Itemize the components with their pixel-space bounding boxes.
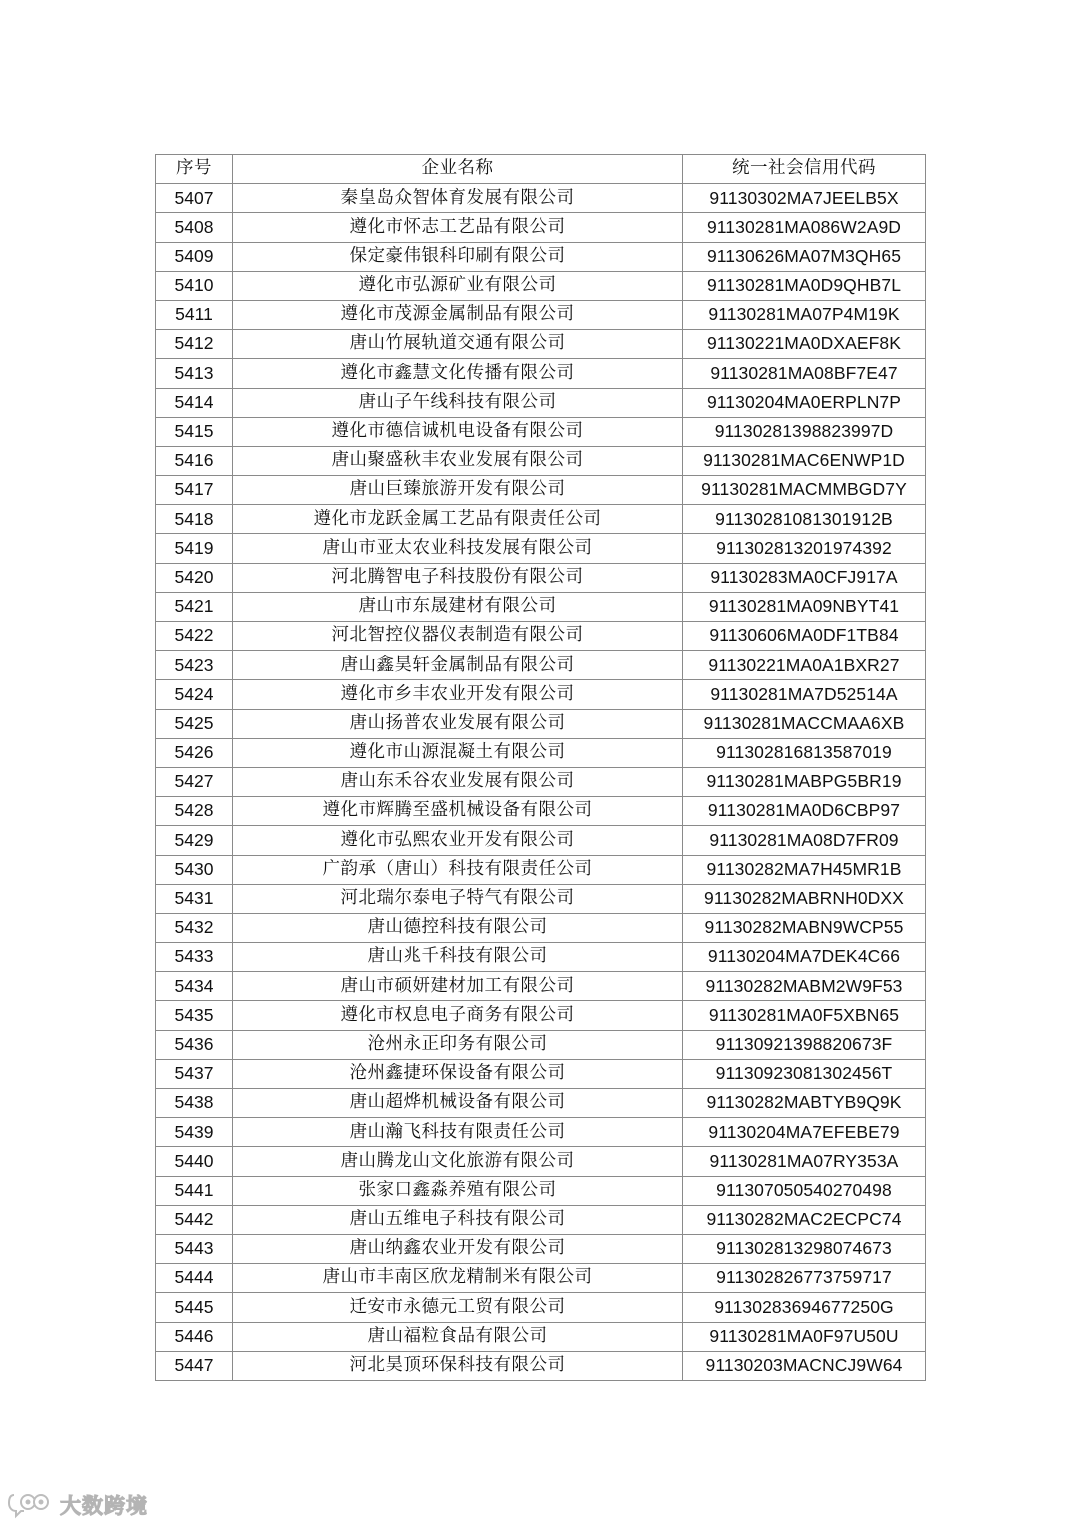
serial-number-cell: 5444 xyxy=(156,1264,233,1293)
credit-code-cell: 91130204MA7DEK4C66 xyxy=(683,943,926,972)
credit-code-cell: 91130204MA0ERPLN7P xyxy=(683,388,926,417)
table-row xyxy=(156,1118,926,1147)
serial-number-cell: 5411 xyxy=(156,300,233,329)
watermark-text: 大数跨境 xyxy=(60,1494,148,1518)
serial-number-cell: 5429 xyxy=(156,826,233,855)
company-name-cell: 河北昊顶环保科技有限公司 xyxy=(233,1351,683,1380)
company-name-cell: 唐山东禾谷农业发展有限公司 xyxy=(233,767,683,796)
company-name-cell: 遵化市鑫慧文化传播有限公司 xyxy=(233,359,683,388)
header-company-name: 企业名称 xyxy=(233,155,683,184)
credit-code-cell: 91130282MABM2W9F53 xyxy=(683,972,926,1001)
serial-number-cell: 5417 xyxy=(156,476,233,505)
enterprise-table xyxy=(155,154,926,1381)
serial-number-cell: 5426 xyxy=(156,738,233,767)
company-name-cell: 张家口鑫淼养殖有限公司 xyxy=(233,1176,683,1205)
serial-number-cell: 5408 xyxy=(156,213,233,242)
company-name-cell: 唐山瀚飞科技有限责任公司 xyxy=(233,1118,683,1147)
header-credit-code: 统一社会信用代码 xyxy=(683,155,926,184)
credit-code-cell: 91130302MA7JEELB5X xyxy=(683,184,926,213)
table-row xyxy=(156,1205,926,1234)
table-row xyxy=(156,1001,926,1030)
company-name-cell: 遵化市怀志工艺品有限公司 xyxy=(233,213,683,242)
company-name-cell: 唐山市丰南区欣龙精制米有限公司 xyxy=(233,1264,683,1293)
credit-code-cell: 91130281398823997D xyxy=(683,417,926,446)
table-body xyxy=(156,184,926,1381)
table-row xyxy=(156,1176,926,1205)
table-row xyxy=(156,505,926,534)
company-name-cell: 迁安市永德元工贸有限公司 xyxy=(233,1293,683,1322)
table-row xyxy=(156,943,926,972)
watermark xyxy=(8,1490,148,1520)
serial-number-cell: 5413 xyxy=(156,359,233,388)
table-row xyxy=(156,651,926,680)
table-row xyxy=(156,592,926,621)
company-name-cell: 遵化市辉腾至盛机械设备有限公司 xyxy=(233,797,683,826)
serial-number-cell: 5415 xyxy=(156,417,233,446)
table-row xyxy=(156,359,926,388)
credit-code-cell: 91130283MA0CFJ917A xyxy=(683,563,926,592)
serial-number-cell: 5439 xyxy=(156,1118,233,1147)
company-name-cell: 唐山聚盛秋丰农业发展有限公司 xyxy=(233,446,683,475)
credit-code-cell: 91130281MA086W2A9D xyxy=(683,213,926,242)
company-name-cell: 遵化市茂源金属制品有限公司 xyxy=(233,300,683,329)
company-name-cell: 唐山腾龙山文化旅游有限公司 xyxy=(233,1147,683,1176)
serial-number-cell: 5416 xyxy=(156,446,233,475)
credit-code-cell: 91130281MA0D6CBP97 xyxy=(683,797,926,826)
serial-number-cell: 5431 xyxy=(156,884,233,913)
company-name-cell: 沧州鑫捷环保设备有限公司 xyxy=(233,1059,683,1088)
credit-code-cell: 91130282MAC2ECPC74 xyxy=(683,1205,926,1234)
serial-number-cell: 5443 xyxy=(156,1234,233,1263)
credit-code-cell: 91130281MA08D7FR09 xyxy=(683,826,926,855)
serial-number-cell: 5422 xyxy=(156,622,233,651)
serial-number-cell: 5440 xyxy=(156,1147,233,1176)
credit-code-cell: 911302826773759717 xyxy=(683,1264,926,1293)
table-row xyxy=(156,1059,926,1088)
credit-code-cell: 91130281MAC6ENWP1D xyxy=(683,446,926,475)
credit-code-cell: 91130281MA09NBYT41 xyxy=(683,592,926,621)
table-row xyxy=(156,388,926,417)
table-row xyxy=(156,1089,926,1118)
company-name-cell: 唐山福粒食品有限公司 xyxy=(233,1322,683,1351)
table-row xyxy=(156,972,926,1001)
credit-code-cell: 91130281MA07P4M19K xyxy=(683,300,926,329)
credit-code-cell: 91130204MA7EFEBE79 xyxy=(683,1118,926,1147)
company-name-cell: 唐山市亚太农业科技发展有限公司 xyxy=(233,534,683,563)
header-serial-number: 序号 xyxy=(156,155,233,184)
company-name-cell: 唐山兆千科技有限公司 xyxy=(233,943,683,972)
serial-number-cell: 5424 xyxy=(156,680,233,709)
serial-number-cell: 5427 xyxy=(156,767,233,796)
company-name-cell: 遵化市权息电子商务有限公司 xyxy=(233,1001,683,1030)
serial-number-cell: 5446 xyxy=(156,1322,233,1351)
credit-code-cell: 91130281MACCMAA6XB xyxy=(683,709,926,738)
serial-number-cell: 5420 xyxy=(156,563,233,592)
serial-number-cell: 5434 xyxy=(156,972,233,1001)
table-row xyxy=(156,1030,926,1059)
table-row xyxy=(156,1293,926,1322)
company-name-cell: 唐山竹展轨道交通有限公司 xyxy=(233,330,683,359)
company-name-cell: 遵化市弘源矿业有限公司 xyxy=(233,271,683,300)
table-row xyxy=(156,855,926,884)
company-name-cell: 广韵承（唐山）科技有限责任公司 xyxy=(233,855,683,884)
serial-number-cell: 5430 xyxy=(156,855,233,884)
table-row xyxy=(156,913,926,942)
company-name-cell: 秦皇岛众智体育发展有限公司 xyxy=(233,184,683,213)
credit-code-cell: 91130282MABN9WCP55 xyxy=(683,913,926,942)
table-row xyxy=(156,300,926,329)
table-row xyxy=(156,1351,926,1380)
table-row xyxy=(156,826,926,855)
credit-code-cell: 91130281MA7D52514A xyxy=(683,680,926,709)
header-row xyxy=(156,155,926,184)
serial-number-cell: 5437 xyxy=(156,1059,233,1088)
credit-code-cell: 91130221MA0DXAEF8K xyxy=(683,330,926,359)
speech-bubble-logo-icon xyxy=(8,1491,54,1519)
serial-number-cell: 5428 xyxy=(156,797,233,826)
credit-code-cell: 91130281MABPG5BR19 xyxy=(683,767,926,796)
credit-code-cell: 91130606MA0DF1TB84 xyxy=(683,622,926,651)
credit-code-cell: 911302813201974392 xyxy=(683,534,926,563)
table-row xyxy=(156,680,926,709)
serial-number-cell: 5421 xyxy=(156,592,233,621)
table-row xyxy=(156,271,926,300)
serial-number-cell: 5423 xyxy=(156,651,233,680)
credit-code-cell: 91130281081301912B xyxy=(683,505,926,534)
table-row xyxy=(156,1322,926,1351)
company-name-cell: 遵化市山源混凝土有限公司 xyxy=(233,738,683,767)
company-name-cell: 唐山纳鑫农业开发有限公司 xyxy=(233,1234,683,1263)
serial-number-cell: 5419 xyxy=(156,534,233,563)
company-name-cell: 唐山市硕妍建材加工有限公司 xyxy=(233,972,683,1001)
serial-number-cell: 5410 xyxy=(156,271,233,300)
credit-code-cell: 91130283694677250G xyxy=(683,1293,926,1322)
serial-number-cell: 5438 xyxy=(156,1089,233,1118)
company-name-cell: 沧州永正印务有限公司 xyxy=(233,1030,683,1059)
table-row xyxy=(156,213,926,242)
serial-number-cell: 5442 xyxy=(156,1205,233,1234)
company-name-cell: 河北腾智电子科技股份有限公司 xyxy=(233,563,683,592)
table-row xyxy=(156,797,926,826)
company-name-cell: 遵化市乡丰农业开发有限公司 xyxy=(233,680,683,709)
company-name-cell: 河北瑞尔泰电子特气有限公司 xyxy=(233,884,683,913)
table-row xyxy=(156,738,926,767)
credit-code-cell: 91130281MA08BF7E47 xyxy=(683,359,926,388)
table-row xyxy=(156,1264,926,1293)
company-name-cell: 遵化市德信诚机电设备有限公司 xyxy=(233,417,683,446)
serial-number-cell: 5432 xyxy=(156,913,233,942)
credit-code-cell: 91130221MA0A1BXR27 xyxy=(683,651,926,680)
serial-number-cell: 5418 xyxy=(156,505,233,534)
table-row xyxy=(156,622,926,651)
table-row xyxy=(156,446,926,475)
credit-code-cell: 91130626MA07M3QH65 xyxy=(683,242,926,271)
credit-code-cell: 91130282MABRNH0DXX xyxy=(683,884,926,913)
serial-number-cell: 5447 xyxy=(156,1351,233,1380)
company-name-cell: 保定豪伟银科印刷有限公司 xyxy=(233,242,683,271)
company-name-cell: 唐山德控科技有限公司 xyxy=(233,913,683,942)
credit-code-cell: 91130281MACMMBGD7Y xyxy=(683,476,926,505)
table-row xyxy=(156,242,926,271)
company-name-cell: 唐山子午线科技有限公司 xyxy=(233,388,683,417)
serial-number-cell: 5436 xyxy=(156,1030,233,1059)
serial-number-cell: 5409 xyxy=(156,242,233,271)
table-row xyxy=(156,767,926,796)
company-name-cell: 唐山五维电子科技有限公司 xyxy=(233,1205,683,1234)
table-row xyxy=(156,709,926,738)
company-name-cell: 唐山市东晟建材有限公司 xyxy=(233,592,683,621)
credit-code-cell: 911302813298074673 xyxy=(683,1234,926,1263)
table-row xyxy=(156,184,926,213)
credit-code-cell: 91130203MACNCJ9W64 xyxy=(683,1351,926,1380)
credit-code-cell: 91130921398820673F xyxy=(683,1030,926,1059)
credit-code-cell: 91130281MA07RY353A xyxy=(683,1147,926,1176)
serial-number-cell: 5433 xyxy=(156,943,233,972)
company-name-cell: 河北智控仪器仪表制造有限公司 xyxy=(233,622,683,651)
credit-code-cell: 91130282MA7H45MR1B xyxy=(683,855,926,884)
company-name-cell: 唐山扬普农业发展有限公司 xyxy=(233,709,683,738)
table-header xyxy=(156,155,926,184)
serial-number-cell: 5407 xyxy=(156,184,233,213)
serial-number-cell: 5414 xyxy=(156,388,233,417)
company-name-cell: 唐山巨臻旅游开发有限公司 xyxy=(233,476,683,505)
serial-number-cell: 5435 xyxy=(156,1001,233,1030)
serial-number-cell: 5412 xyxy=(156,330,233,359)
serial-number-cell: 5425 xyxy=(156,709,233,738)
credit-code-cell: 91130281MA0F97U50U xyxy=(683,1322,926,1351)
table-row xyxy=(156,1234,926,1263)
credit-code-cell: 911307050540270498 xyxy=(683,1176,926,1205)
table-row xyxy=(156,476,926,505)
credit-code-cell: 91130281MA0D9QHB7L xyxy=(683,271,926,300)
table-row xyxy=(156,884,926,913)
table-row xyxy=(156,563,926,592)
table-row xyxy=(156,534,926,563)
credit-code-cell: 911302816813587019 xyxy=(683,738,926,767)
table-row xyxy=(156,417,926,446)
credit-code-cell: 91130281MA0F5XBN65 xyxy=(683,1001,926,1030)
credit-code-cell: 91130923081302456T xyxy=(683,1059,926,1088)
company-name-cell: 唐山超烨机械设备有限公司 xyxy=(233,1089,683,1118)
company-name-cell: 遵化市龙跃金属工艺品有限责任公司 xyxy=(233,505,683,534)
table-row xyxy=(156,330,926,359)
table-row xyxy=(156,1147,926,1176)
serial-number-cell: 5441 xyxy=(156,1176,233,1205)
credit-code-cell: 91130282MABTYB9Q9K xyxy=(683,1089,926,1118)
serial-number-cell: 5445 xyxy=(156,1293,233,1322)
company-name-cell: 遵化市弘熙农业开发有限公司 xyxy=(233,826,683,855)
company-name-cell: 唐山鑫昊轩金属制品有限公司 xyxy=(233,651,683,680)
